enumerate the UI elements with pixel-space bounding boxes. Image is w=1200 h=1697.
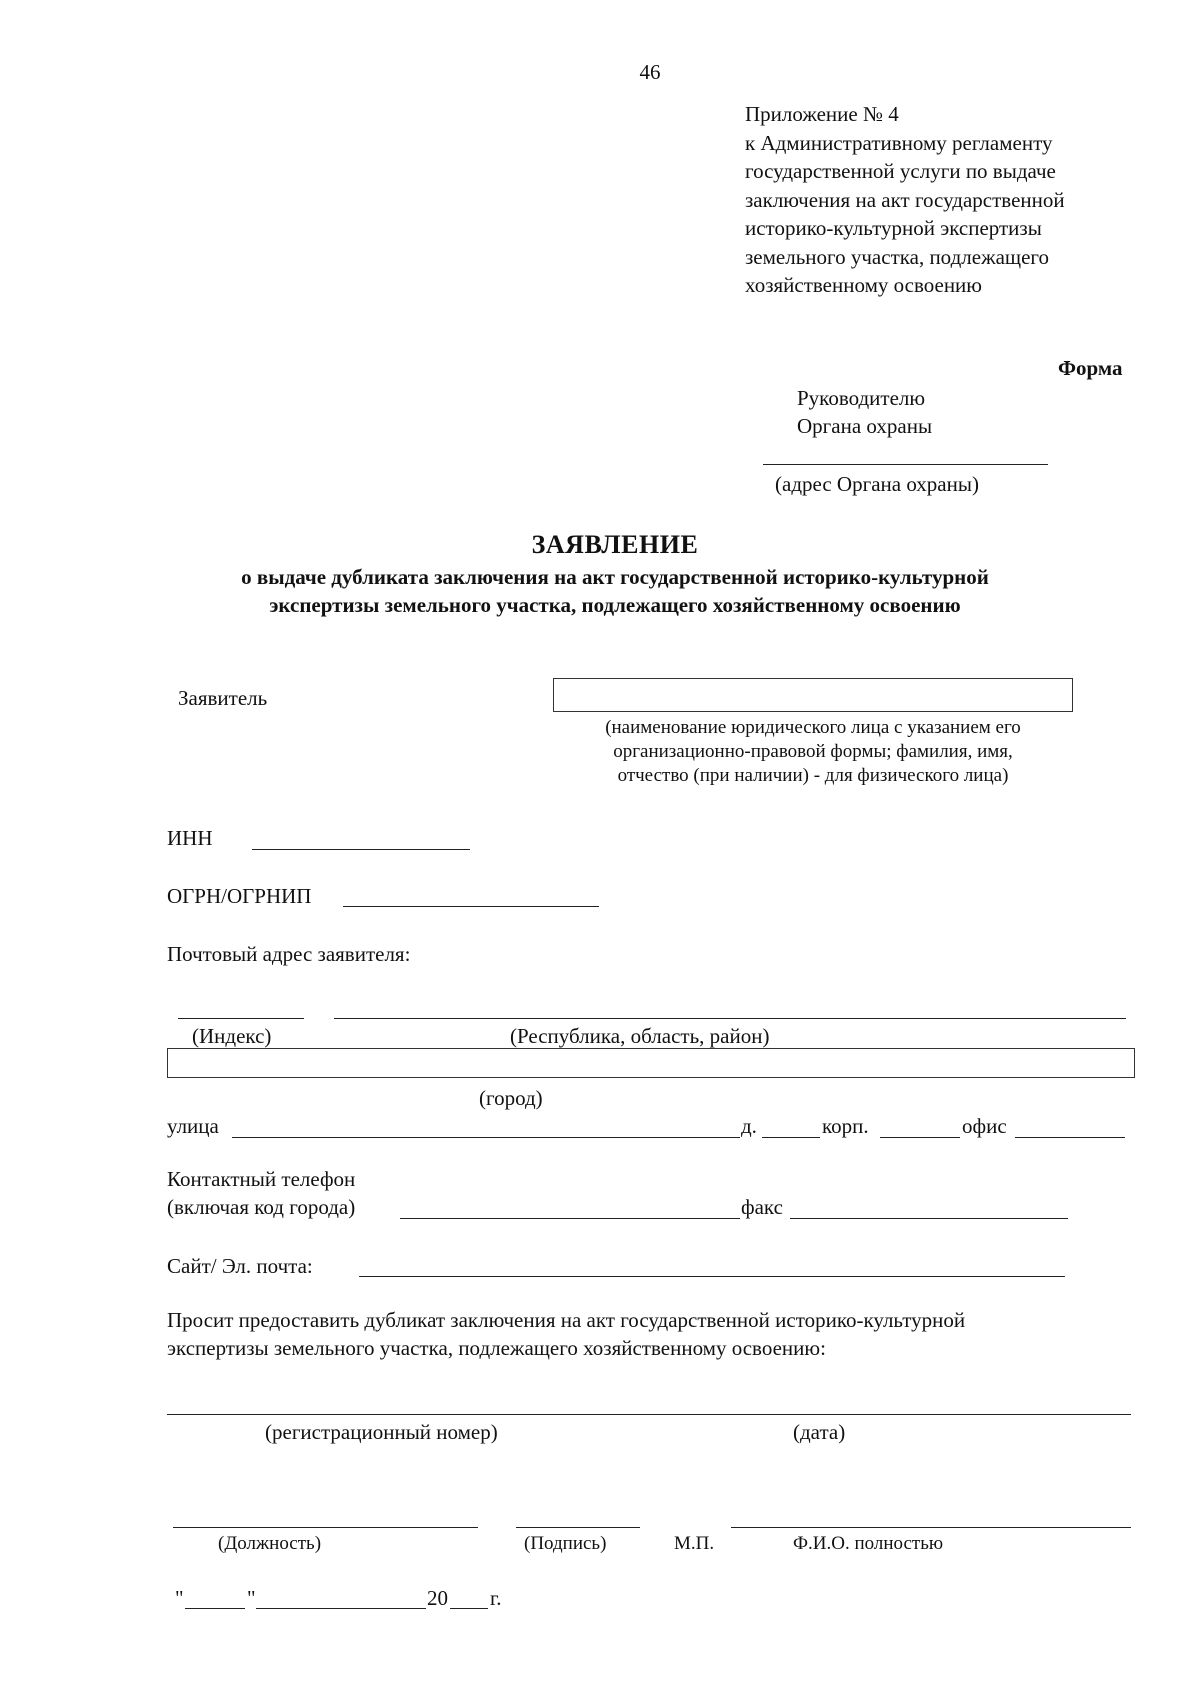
appendix-line: государственной услуги по выдаче — [745, 159, 1056, 183]
reg-number-caption: (регистрационный номер) — [265, 1420, 498, 1444]
subtitle-line: экспертизы земельного участка, подлежащего хозяйственному освоению — [269, 593, 961, 617]
document-subtitle — [0, 563, 1200, 619]
day-field-line[interactable] — [185, 1608, 245, 1609]
fio-field-line[interactable] — [731, 1527, 1131, 1528]
appendix-line: к Административному регламенту — [745, 130, 1053, 155]
address-caption: (адрес Органа охраны) — [775, 472, 979, 496]
house-field-line[interactable] — [762, 1137, 820, 1138]
phone-label-line2: (включая код города) — [167, 1195, 356, 1219]
ogrn-field-line[interactable] — [343, 906, 599, 907]
fax-field-line[interactable] — [790, 1218, 1068, 1219]
addressee-block — [797, 384, 932, 440]
street-label: улица — [167, 1114, 219, 1138]
inn-label: ИНН — [167, 826, 213, 850]
form-label: Форма — [1058, 356, 1123, 380]
applicant-label: Заявитель — [178, 686, 268, 710]
applicant-caption — [553, 716, 1073, 788]
position-field-line[interactable] — [173, 1527, 478, 1528]
addressee-line: Руководителю — [797, 386, 926, 410]
reg-number-date-field-line[interactable] — [167, 1414, 1131, 1415]
ogrn-label: ОГРН/ОГРНИП — [167, 884, 312, 908]
applicant-caption-line: отчество (при наличии) - для физического лица) — [617, 765, 1009, 786]
page-number: 46 — [639, 60, 661, 84]
index-field-line[interactable] — [178, 1018, 304, 1019]
postal-address-label: Почтовый адрес заявителя: — [167, 942, 411, 966]
year-field-line[interactable] — [450, 1608, 488, 1609]
date-quote-close: " — [247, 1586, 256, 1610]
office-field-line[interactable] — [1015, 1137, 1125, 1138]
appendix-line: хозяйственному освоению — [745, 273, 982, 297]
date-caption: (дата) — [793, 1420, 846, 1444]
building-field-line[interactable] — [880, 1137, 960, 1138]
region-field-line[interactable] — [334, 1018, 1126, 1019]
site-email-field-line[interactable] — [359, 1276, 1065, 1277]
address-field-line[interactable] — [763, 464, 1048, 465]
request-line1: Просит предоставить дубликат заключения на акт государственной историко-культурной — [167, 1308, 966, 1332]
phone-label-line1: Контактный телефон — [167, 1167, 356, 1191]
month-field-line[interactable] — [256, 1608, 426, 1609]
phone-field-line[interactable] — [400, 1218, 740, 1219]
fax-label: факс — [741, 1195, 783, 1219]
appendix-line: историко-культурной экспертизы — [745, 216, 1042, 240]
applicant-caption-line: организационно-правовой формы; фамилия, имя, — [613, 741, 1013, 762]
appendix-block — [745, 100, 1065, 300]
date-quote-open: " — [175, 1586, 184, 1610]
city-field[interactable] — [167, 1048, 1135, 1078]
street-field-line[interactable] — [232, 1137, 740, 1138]
applicant-caption-line: (наименование юридического лица с указанием его — [605, 717, 1021, 738]
office-label: офис — [962, 1114, 1007, 1138]
region-caption: (Республика, область, район) — [510, 1024, 770, 1048]
building-label: корп. — [822, 1114, 869, 1138]
fio-caption: Ф.И.О. полностью — [793, 1533, 944, 1554]
signature-caption: (Подпись) — [524, 1533, 607, 1554]
year-suffix: г. — [490, 1586, 502, 1610]
addressee-line: Органа охраны — [797, 414, 933, 438]
appendix-line: заключения на акт государственной — [745, 187, 1065, 212]
site-email-label: Сайт/ Эл. почта: — [167, 1254, 313, 1278]
index-caption: (Индекс) — [192, 1024, 272, 1048]
subtitle-line: о выдаче дубликата заключения на акт государственной историко-культурной — [241, 565, 989, 589]
request-line2: экспертизы земельного участка, подлежащего хозяйственному освоению: — [167, 1336, 826, 1360]
year-prefix: 20 — [427, 1586, 448, 1610]
position-caption: (Должность) — [218, 1533, 322, 1554]
signature-field-line[interactable] — [516, 1527, 640, 1528]
inn-field-line[interactable] — [252, 849, 470, 850]
appendix-line: земельного участка, подлежащего — [745, 244, 1049, 269]
applicant-name-field[interactable] — [553, 678, 1073, 712]
appendix-line: Приложение № 4 — [745, 102, 899, 126]
house-label: д. — [741, 1114, 757, 1138]
stamp-label: М.П. — [674, 1533, 715, 1554]
document-title: ЗАЯВЛЕНИЕ — [531, 530, 699, 559]
city-caption: (город) — [479, 1086, 543, 1110]
